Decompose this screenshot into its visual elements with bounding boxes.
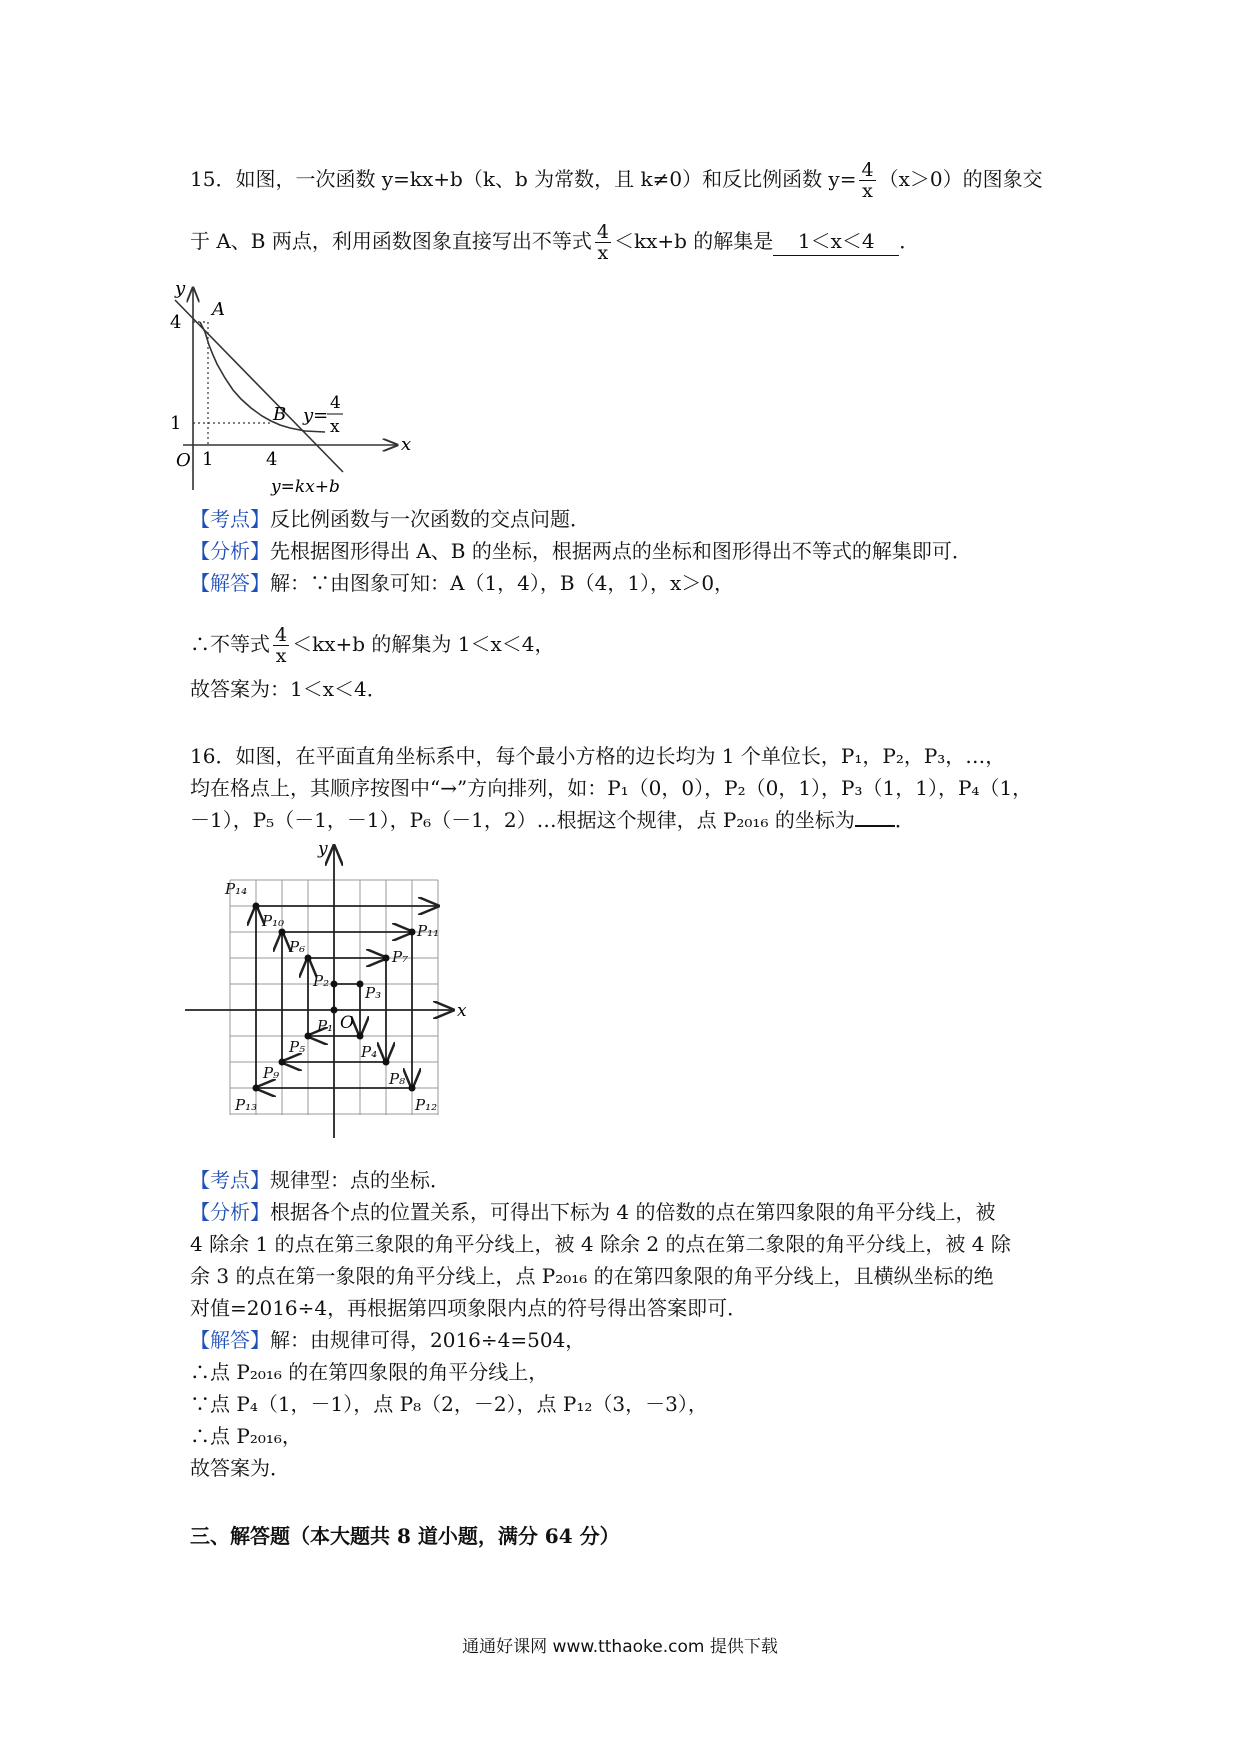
q15-line1 [190,160,1043,201]
fenxi-tag: 【分析】 [190,1200,270,1224]
frac-denominator: x [597,242,609,264]
label-p6: P₆ [289,938,306,956]
frac-denominator: x [862,180,873,202]
label-p8: P₈ [389,1070,406,1088]
q15-solution-2 [190,625,555,666]
curve-label-den: x [330,417,340,437]
sol2-text-a: ∴不等式 [190,632,270,656]
q15-answer: 1＜x＜4 [773,227,899,256]
fenxi-text-1: 根据各个点的位置关系，可得出下标为 4 的倍数的点在第四象限的角平分线上，被 [270,1200,996,1224]
origin-label: O [176,450,191,471]
frac-numerator: 4 [275,624,288,646]
label-p14: P₁₄ [225,880,248,898]
frac-denominator: x [275,645,287,667]
line-kx-b [175,300,343,472]
q15-text-d: ＜kx+b 的解集是 [613,229,774,253]
q16-solution-3: ∵点 P₄（1，－1），点 P₈（2，－2），点 P₁₂（3，－3）， [190,1392,708,1416]
curve-label-num: 4 [330,393,341,413]
page-footer: 通通好课网 www.tthaoke.com 提供下载 [462,1637,778,1657]
q15-jieda [190,569,734,597]
q16-solution-2: ∴点 P₂₀₁₆ 的在第四象限的角平分线上， [190,1360,549,1384]
section-3-heading: 三、解答题（本大题共 8 道小题，满分 64 分） [190,1524,620,1548]
tick-x4: 4 [266,449,278,470]
q15-end-punct: ． [899,229,920,253]
label-p2: P₂ [313,972,330,990]
label-p13: P₁₃ [235,1096,258,1114]
q15-fraction-2 [595,222,611,263]
kaodian-text: 规律型：点的坐标． [270,1168,450,1192]
q16-jieda [190,1326,585,1354]
jieda-text: 解：∵由图象可知：A（1，4），B（4，1），x＞0， [270,571,735,595]
q16-fenxi-4: 对值=2016÷4，再根据第四项象限内点的符号得出答案即可． [190,1296,748,1320]
label-p12: P₁₂ [415,1096,438,1114]
kaodian-tag: 【考点】 [190,507,270,531]
q16-line3 [190,806,915,834]
q15-figure [170,278,435,505]
q16-line1: 16．如图，在平面直角坐标系中，每个最小方格的边长均为 1 个单位长，P₁，P₂，P₃，…， [190,744,1006,768]
kaodian-text: 反比例函数与一次函数的交点问题． [270,507,590,531]
label-p7: P₇ [392,948,409,966]
q15-line2 [190,222,919,263]
x-axis-label: x [457,1001,467,1021]
q15-text-c: 于 A、B 两点，利用函数图象直接写出不等式 [190,229,592,253]
tick-x1: 1 [202,449,214,470]
q16-end-punct: ． [894,808,915,832]
jieda-tag: 【解答】 [190,571,270,595]
label-p3: P₃ [365,984,382,1002]
q16-fenxi-1 [190,1198,995,1226]
q16-fenxi-3: 余 3 的点在第一象限的角平分线上，点 P₂₀₁₆ 的在第四象限的角平分线上，且横纵坐标的绝 [190,1264,994,1288]
jieda-tag: 【解答】 [190,1328,270,1352]
sol2-text-b: ＜kx+b 的解集为 1＜x＜4， [292,632,555,656]
q16-line2: 均在格点上，其顺序按图中“→”方向排列，如：P₁（0，0），P₂（0，1），P₃（1，1），P₄（1， [190,776,1033,800]
y-axis-label: y [318,839,328,859]
q16-kaodian [190,1166,450,1194]
fenxi-text: 先根据图形得出 A、B 的坐标，根据两点的坐标和图形得出不等式的解集即可． [270,539,972,563]
x-axis-label: x [401,434,412,455]
label-p1: P₁ [317,1017,334,1035]
q16-figure [185,838,515,1138]
frac-numerator: 4 [861,159,874,181]
q15-solution-3: 故答案为：1＜x＜4． [190,677,387,701]
line-label: y=kx+b [271,477,340,497]
q16-solution-4: ∴点 P₂₀₁₆， [190,1424,302,1448]
origin-label: O [340,1013,354,1033]
label-p11: P₁₁ [417,922,440,940]
sol2-fraction [273,625,289,666]
point-a-label: A [212,299,225,320]
jieda-text: 解：由规律可得，2016÷4=504， [270,1328,586,1352]
q15-fenxi [190,537,972,565]
q15-text-b: （x＞0）的图象交 [878,167,1043,191]
curve-label-lhs: y= [303,405,329,426]
q16-answer-blank [855,807,895,827]
y-axis-label: y [175,278,186,299]
q15-number: 15． [190,167,236,191]
tick-y4: 4 [170,312,182,333]
tick-y1: 1 [170,413,182,434]
q16-solution-5: 故答案为． [190,1456,290,1480]
kaodian-tag: 【考点】 [190,1168,270,1192]
q16-line3-text: －1），P₅（－1，－1），P₆（－1，2）…根据这个规律，点 P₂₀₁₆ 的坐标为 [190,808,855,832]
q15-text-a: 如图，一次函数 y=kx+b（k、b 为常数，且 k≠0）和反比例函数 y= [235,167,857,191]
point-b-label: B [273,404,287,425]
frac-numerator: 4 [596,221,609,243]
label-p4: P₄ [361,1043,378,1061]
label-p9: P₉ [263,1064,280,1082]
label-p5: P₅ [289,1038,306,1056]
fenxi-tag: 【分析】 [190,539,270,563]
label-p10: P₁₀ [262,912,285,930]
q15-kaodian [190,505,590,533]
q16-fenxi-2: 4 除余 1 的点在第三象限的角平分线上，被 4 除余 2 的点在第二象限的角平分线上，被 4 除 [190,1232,1011,1256]
q15-fraction [859,160,875,201]
